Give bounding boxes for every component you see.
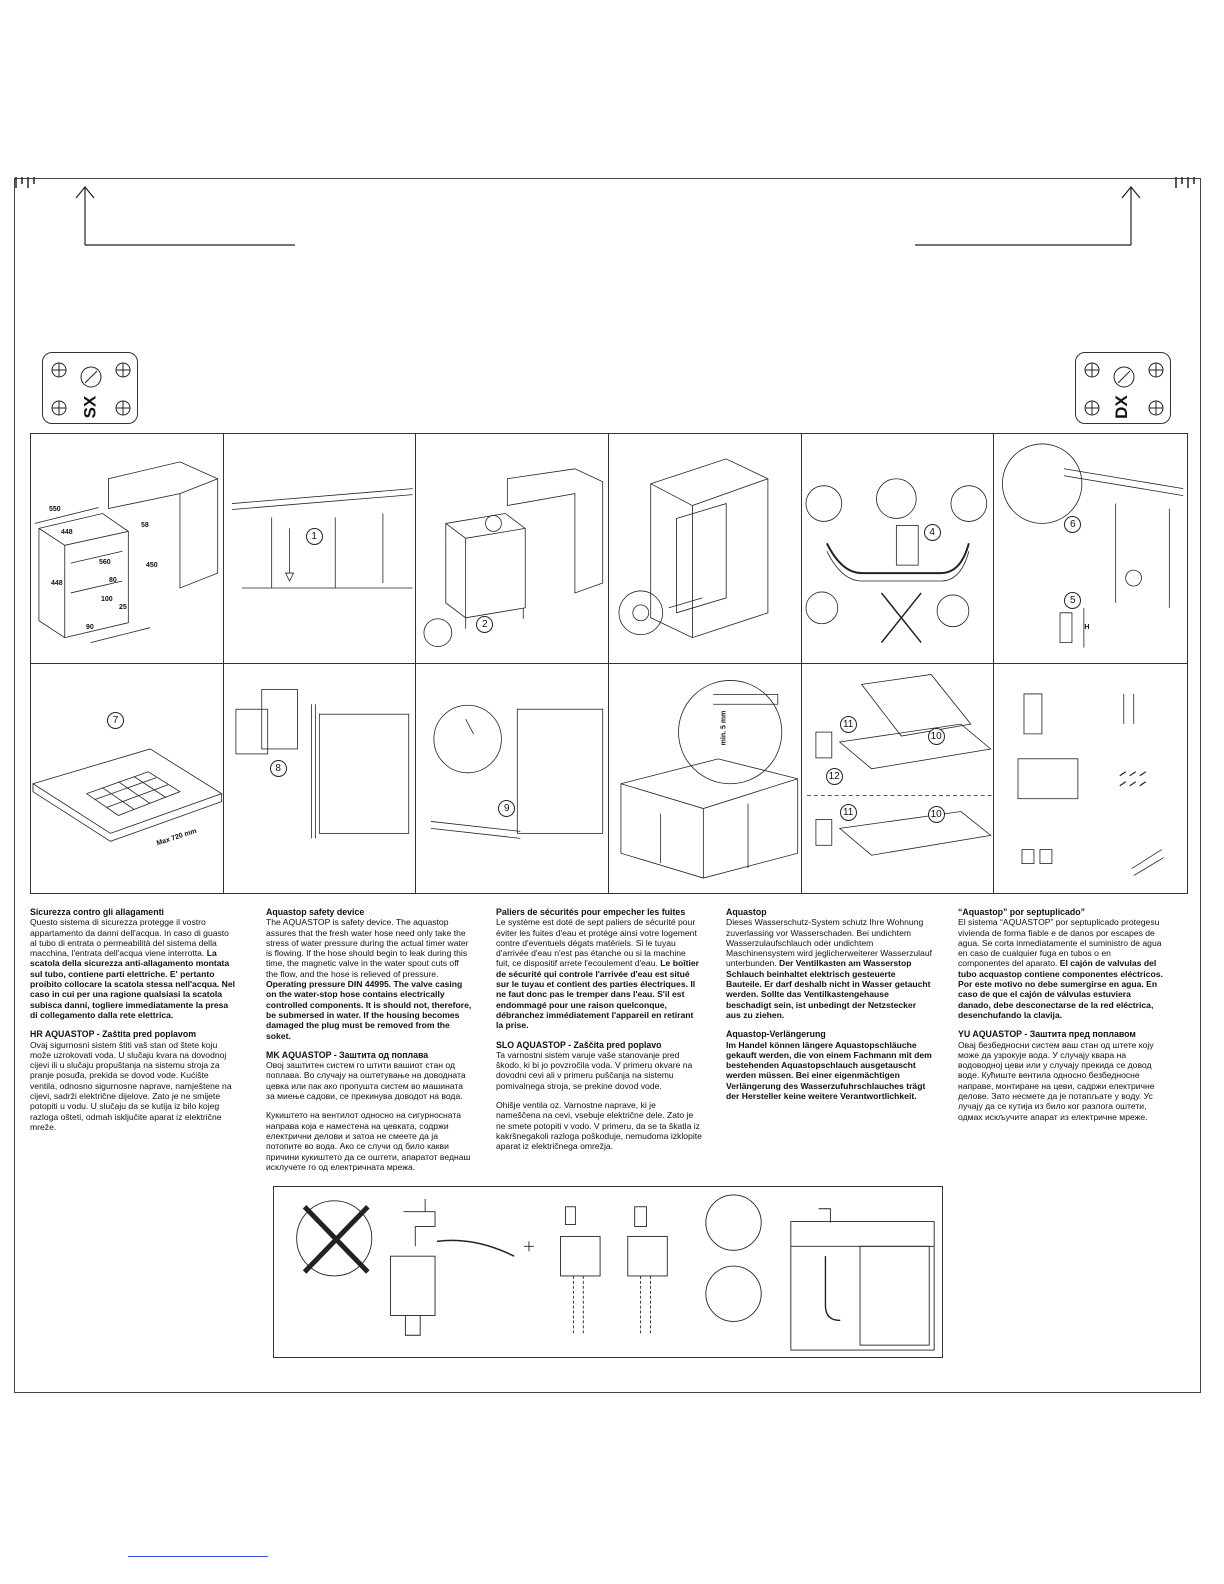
fr-warning: Le boîtier de sécurité qui controle l'arrivée d'eau est situé sur le tuyau et contient des parties électriques. Il ne faut donc pas le tremper dans l'eau. S'il est endommagé pour une raison quelconque, débranchez immédiatement l'appareil en retirant la prise.: [496, 958, 699, 1031]
dim-448-side: 448: [51, 580, 63, 587]
footer-link-line: [128, 1556, 268, 1557]
step-9-door-hinge: [416, 664, 609, 894]
step-number-2: 2: [476, 616, 493, 633]
en-body: The AQUASTOP is safety device. The aquastop assures that the fresh water hose need only take the stress of water pressure during the actual timer water is flowing. If the hose should begin to leak during this time, the magnetic valve in the water spout cuts off the flow, and the hose is relieved of pressure.: [266, 917, 469, 979]
aquastop-installation-diagram: [273, 1186, 943, 1358]
step-8-panel-fix: [224, 664, 417, 894]
fr-title: Paliers de sécurités pour empecher les fuites: [496, 907, 686, 917]
de-title: Aquastop: [726, 907, 767, 917]
step-number-4: 4: [924, 524, 941, 541]
dim-max-720: Max 720 mm: [155, 827, 198, 847]
it-body: Questo sistema di sicurezza protegge il vostro appartamento da danni dell'acqua. In caso di guasto al tubo di entrata o permeabilità del sistema della macchina, l'entrata dell'acqua viene interrotta.: [30, 917, 229, 959]
step-number-5: 5: [1064, 592, 1081, 609]
mk-body-1: Овој заштитен систем го штити вашиот стан од поплава. Во случају на оштетување на доводната цевка или пак ако пропушта систем во машината за миење садови, се прекинува доводот на вода.: [266, 1060, 466, 1102]
step-number-11-top: 11: [840, 716, 857, 733]
dim-100: 100: [101, 596, 113, 603]
step-7-condensation-strip: [31, 664, 224, 894]
step-2-adjust-feet: [416, 434, 609, 664]
instructions-col-it-hr: [30, 907, 236, 1141]
step-number-7: 7: [107, 712, 124, 729]
en-warning: Operating pressure DIN 44995. The valve casing on the water-stop hose contains electrically controlled components. It is should not, therefore, be submersed in water. If the housing becomes damaged the plug must be removed from the soket.: [266, 979, 472, 1041]
dim-25: 25: [119, 604, 127, 611]
step-number-8: 8: [270, 760, 287, 777]
slo-body-1: Ta varnostni sistem varuje vaše stanovanje pred škodo, ki bi jo povzročila voda. V primeru okvare na dovodni cevi ali v primeru puščanja na sistemu pomivalnega stroja, se prekine dovod vode.: [496, 1049, 693, 1091]
dim-560: 560: [99, 559, 111, 566]
mounting-plate-left: [42, 352, 138, 424]
step-4-drain-connection: [802, 434, 995, 664]
step-10-12-top-fix: [802, 664, 995, 894]
dimensions-diagram: [31, 434, 223, 663]
hr-title: HR AQUASTOP - Zaštita pred poplavom: [30, 1029, 197, 1040]
mk-title: MK AQUASTOP - Заштита од поплава: [266, 1049, 429, 1060]
es-body: El sistema “AQUASTOP” por septuplicado protegesu vivienda de forma fiable e de danos por escapes de agua. Se corta inmediatamente el suministro de agua en caso de cualquier fuga en tubos o en componentes del aparato.: [958, 917, 1162, 969]
plate-label-right: DX: [1111, 395, 1131, 419]
instructions-col-en-mk: [266, 907, 472, 1181]
step-1-drill: [224, 434, 417, 664]
dim-90: 90: [86, 624, 94, 631]
it-warning: La scatola della sicurezza anti-allagamento montata sul tubo, contiene parti elettriche. E' pertanto proibito collocare la scatola stessa nell'acqua. Nel caso in cui per una ragione qualsiasi la scatola subisca danni, togliere immediatamente la presa di collegamento dalla rete elettrica.: [30, 948, 236, 1020]
dim-h: H: [1084, 624, 1090, 631]
dim-550: 550: [49, 506, 61, 513]
slo-title: SLO AQUASTOP - Zaščita pred poplavo: [496, 1039, 662, 1050]
step-number-10-bottom: 10: [928, 806, 945, 823]
de-extension-note: Im Handel können längere Aquastopschläuche gekauft werden, die von einem Fachmann mit dem bestehenden Aquastopschlauch ausgetauscht werden müssen. Bei einer eigenmächtigen Verlängerung des Wasserzufuhrschlauches trägt der Hersteller keine weitere Verantwortlichkeit.: [726, 1039, 932, 1102]
instructions-col-es-yu: [958, 907, 1164, 1131]
yu-title: YU AQUASTOP - Заштита пред поплавом: [958, 1029, 1136, 1040]
step-number-11-bottom: 11: [840, 804, 857, 821]
yu-body: Овај безбедносни систем ваш стан од штете коју може да узрокује вода. У случају квара на водоводној цеви или у случају прекида се довод воде. Кућиште вентила односно безбедносне направе, монтиране на цеви, садржи електричне делове. Зато несмете да је потапљате у воду. Ус лучају да се кутија из било ког разлога оштети, одмах искључите апарат из електричне мреже.: [958, 1039, 1155, 1122]
slo-body-2: Ohišje ventila oz. Varnostne naprave, ki je nameščena na cevi, vsebuje električne dele. Zato je ne smete potopiti v vodo. V primeru, da se ta škatla iz kakršnegakoli razloga poškoduje, nemudoma izklopite aparat iz električnega omrežja.: [496, 1100, 702, 1152]
de-title-2: Aquastop-Verlängerung: [726, 1029, 826, 1040]
step-5-6-side-fix: [994, 434, 1187, 664]
step-min-gap: [609, 664, 802, 894]
mounting-plate-right: [1075, 352, 1171, 424]
fr-body: Le système est doté de sept paliers de sécurité pour éviter les fuites d'eau et protége ainsi votre logement contre d'eventuels dégats matériels. Si le tuyau d'arrivée d'eau n'est pas étanche ou si la machine fuit, ce dispositif arrete l'ecoulement d'eau.: [496, 917, 697, 969]
instructions-col-fr-slo: [496, 907, 702, 1161]
mk-body-2: Кукиштето на вентилот односно на сигурносната направа која е наместена на цевката, содржи електрични делови и затоа не смеете да ја потопите во вода. Ако се случи од било какви причини кукиштето да се оштети, апаратот веднаш исклучете го од електричната мрежа.: [266, 1110, 471, 1172]
installation-steps-grid: [30, 433, 1188, 894]
step-number-10-top: 10: [928, 728, 945, 745]
step-dimensions: [31, 434, 224, 664]
dim-450: 450: [146, 562, 158, 569]
step-number-12: 12: [826, 768, 843, 785]
it-title: Sicurezza contro gli allagamenti: [30, 907, 164, 917]
accessories: [994, 664, 1187, 894]
es-warning: El cajón de valvulas del tubo acquastop contiene componentes eléctricos. Por este motivo no debe sumergirse en agua. En caso de que el cajón de válvulas estuviera danado, debe desconectarse de la red eléctrica, desenchufando la clavija.: [958, 958, 1163, 1020]
hr-body: Ovaj sigurnosni sistem štiti vaš stan od štete koju može uzrokovati voda. U slučaju kvara na dovodnoj cijevi ili u slučaju propuštanja na sistemu stroja za pranje posuđa, prekida se dovod vode. Kućište ventila, odnosno sigurnosne naprave, namještene na cijevi, sadrži električne dijelove. Zato je ne smijete potopiti u vodu. U slučaju da se kutija iz bilo kojeg razloga ošteti, odmah isključite aparat iz električne mreže.: [30, 1039, 232, 1132]
step-number-9: 9: [498, 800, 515, 817]
instructions-col-de: [726, 907, 932, 1110]
step-number-1: 1: [306, 528, 323, 545]
en-title: Aquastop safety device: [266, 907, 365, 917]
dim-448-top: 448: [61, 529, 73, 536]
de-warning: Der Ventilkasten am Wasserstop Schlauch beinhaltet elektrisch gesteuerte Bauteile. Er darf deshalb nicht in Wasser getaucht werden. Sollte das Ventilkastengehause beschadigt sein, ist unbedingt der Netzstecker aus zu ziehen.: [726, 958, 931, 1020]
plate-label-left: SX: [80, 395, 100, 419]
instructions-text: [30, 907, 1188, 1177]
right-arrow-icon: [910, 182, 1150, 252]
left-arrow-icon: [70, 182, 310, 252]
dim-min-5mm: min. 5 mm: [720, 710, 728, 745]
de-body: Dieses Wasserschutz-System schutz Ihre Wohnung zuverlassing vor Wasserschaden. Bei undichtem Wasserzulaufschlauch oder undichtem Maschinensystem wird jeglicherweiterer Wasserzulauf unterbunden.: [726, 917, 933, 969]
dim-58: 58: [141, 522, 149, 529]
step-number-6: 6: [1064, 516, 1081, 533]
step-3-level: [609, 434, 802, 664]
es-title: “Aquastop” por septuplicado”: [958, 907, 1086, 917]
dim-80: 80: [109, 577, 117, 584]
